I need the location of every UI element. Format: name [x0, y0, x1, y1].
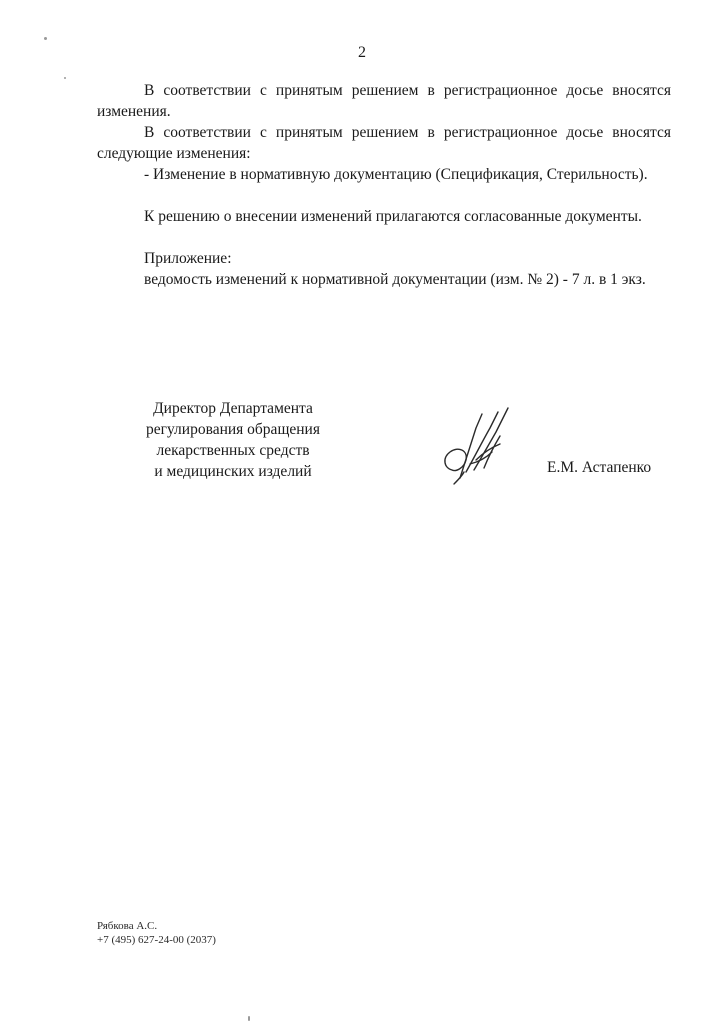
executor-info	[97, 919, 216, 947]
document-body	[97, 80, 671, 290]
signer-position-line: регулирования обращения	[146, 421, 320, 438]
scan-speck	[248, 1016, 250, 1021]
paragraph-attached-documents: К решению о внесении изменений прилагаются согласованные документы.	[144, 208, 642, 225]
scan-speck	[64, 77, 66, 79]
spacer	[97, 227, 671, 248]
appendix-text: ведомость изменений к нормативной документации (изм. № 2) - 7 л. в 1 экз.	[144, 271, 646, 288]
handwritten-signature	[430, 398, 520, 488]
executor-name: Рябкова А.С.	[97, 920, 158, 932]
signature-block	[0, 398, 724, 498]
signer-position-line: лекарственных средств	[156, 442, 310, 459]
executor-phone: +7 (495) 627-24-00 (2037)	[97, 934, 216, 946]
paragraph-changes-list-intro: В соответствии с принятым решением в регистрационное досье вносятся следующие изменения:	[97, 124, 671, 162]
signer-position	[118, 398, 348, 482]
appendix-title: Приложение:	[144, 250, 232, 267]
paragraph-changes-intro: В соответствии с принятым решением в регистрационное досье вносятся изменения.	[97, 82, 671, 120]
page-number: 2	[358, 44, 366, 61]
change-list-item: - Изменение в нормативную документацию (Спецификация, Стерильность).	[144, 166, 648, 183]
spacer	[97, 185, 671, 206]
signer-name: Е.М. Астапенко	[547, 459, 652, 476]
signer-position-line: Директор Департамента	[153, 400, 313, 417]
scan-speck	[44, 37, 47, 40]
signer-position-line: и медицинских изделий	[154, 463, 312, 480]
